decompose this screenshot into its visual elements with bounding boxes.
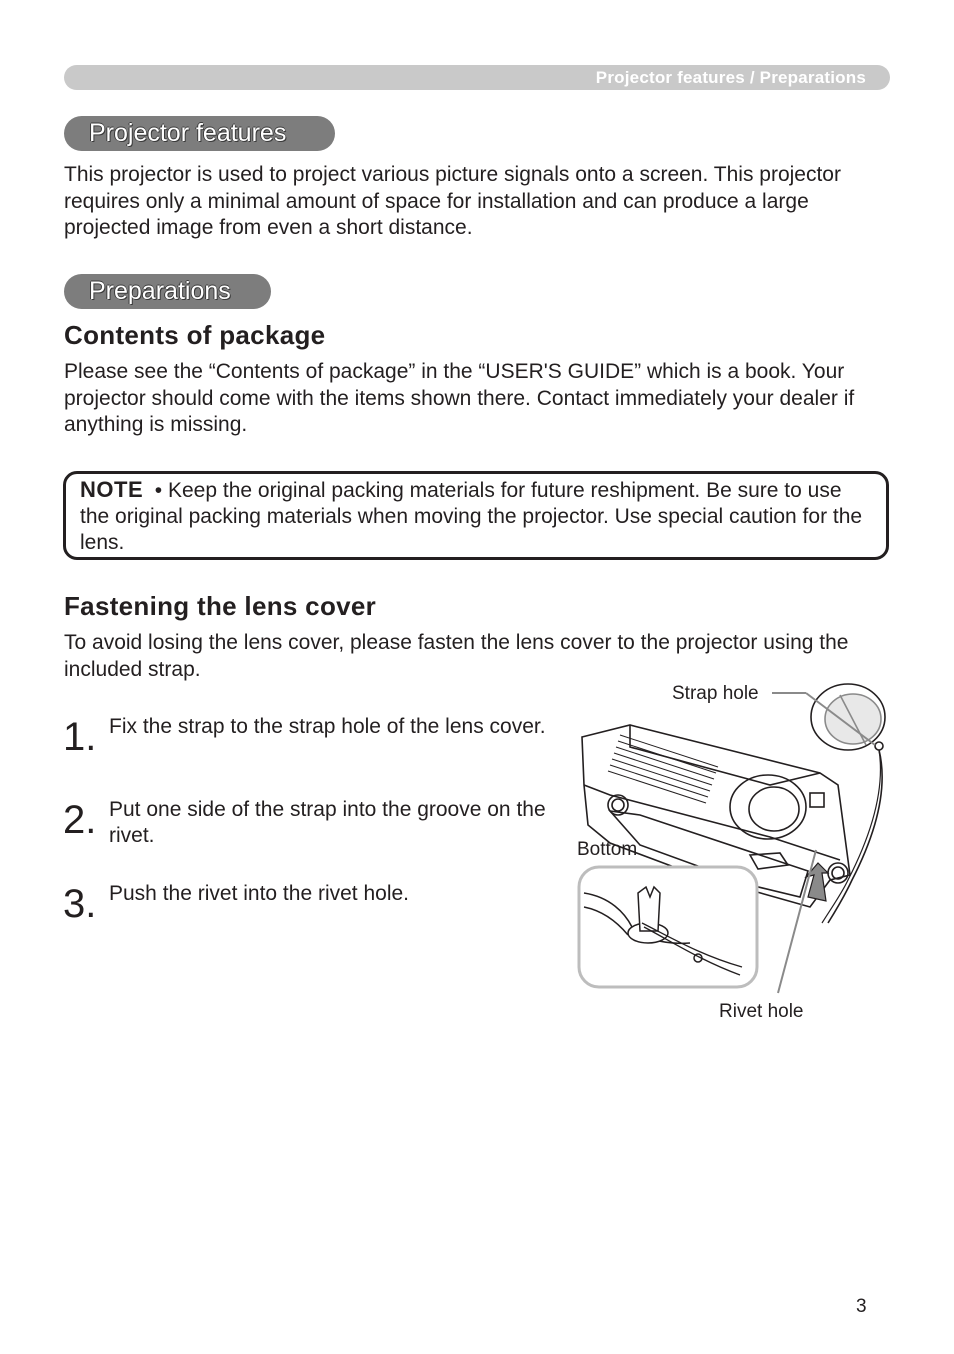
contents-of-package-body: Please see the “Contents of package” in the “USER'S GUIDE” which is a book. Your projector should come with the items shown there. Contact immediately your dealer if anything is missing. bbox=[64, 360, 855, 436]
note-body: • Keep the original packing materials for future reshipment. Be sure to use the original packing materials when moving the projector. Use special caution for the lens. bbox=[80, 479, 863, 554]
lens-cover-body: To avoid losing the lens cover, please fasten the lens cover to the projector using the included strap. bbox=[64, 631, 849, 681]
rivet-hole-label: Rivet hole bbox=[719, 1001, 804, 1022]
step-number: 3. bbox=[63, 882, 97, 926]
step-number: 2. bbox=[63, 798, 97, 842]
note-box bbox=[63, 471, 889, 560]
step-text: Fix the strap to the strap hole of the lens cover. bbox=[109, 715, 546, 738]
section-title-preparations: Preparations bbox=[64, 274, 271, 309]
bottom-label: Bottom bbox=[577, 839, 638, 860]
section-title-projector-features: Projector features bbox=[64, 116, 335, 151]
lens-cover-heading: Fastening the lens cover bbox=[64, 591, 377, 621]
contents-of-package-heading: Contents of package bbox=[64, 320, 326, 350]
step-text: Push the rivet into the rivet hole. bbox=[109, 882, 409, 905]
note-label: NOTE bbox=[80, 477, 144, 502]
step-text: Put one side of the strap into the groove on the rivet. bbox=[109, 798, 546, 847]
step-number: 1. bbox=[63, 715, 97, 759]
header-bar bbox=[64, 65, 890, 90]
projector-features-body: This projector is used to project various picture signals onto a screen. This projector requires only a minimal amount of space for installation and can produce a large projected image from even a short distance. bbox=[64, 163, 841, 239]
note-text bbox=[80, 477, 870, 556]
page-number: 3 bbox=[856, 1296, 867, 1317]
strap-hole-label: Strap hole bbox=[672, 683, 759, 704]
header-breadcrumb: Projector features / Preparations bbox=[595, 68, 866, 87]
lens-cover-drawing bbox=[811, 684, 885, 750]
detail-inset bbox=[579, 867, 757, 987]
